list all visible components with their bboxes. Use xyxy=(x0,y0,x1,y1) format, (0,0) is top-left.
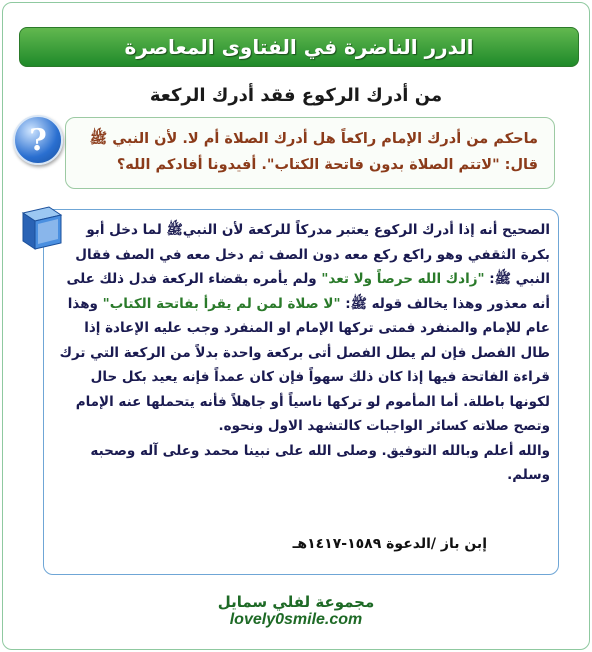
closing-paragraph: والله أعلم وبالله التوفيق. وصلى الله على نبينا محمد وعلى آله وصحبه وسلم. xyxy=(90,442,550,483)
answer-part-1: الصحيح أنه إذا أدرك الركوع يعتبر مدركاً للركعة لأن النبيﷺ لما دخل أبو بكرة الثقفي وهو راكع ركع معه دون الصف ثم دخل معه في الصف فقال النبي ﷺ: xyxy=(75,222,550,287)
footer-arabic: مجموعة لفلي سمايل xyxy=(217,593,375,611)
fatwa-reference: إبن باز /الدعوة ١٥٨٩-١٤١٧هـ xyxy=(292,536,487,552)
header-banner xyxy=(19,27,579,67)
answer-part-2: ولم يأمره بقضاء الركعة فدل ذلك على أنه معذور وهذا يخالف قوله ﷺ: xyxy=(66,271,550,312)
fatwa-card xyxy=(2,2,590,650)
answer-box xyxy=(43,209,559,575)
answer-text xyxy=(54,218,550,488)
footer xyxy=(3,593,589,629)
hadith-quote-2: "لا صلاة لمن لم يقرأ بفاتحة الكتاب" xyxy=(102,295,341,312)
question-text: ماحكم من أدرك الإمام راكعاً هل أدرك الصلاة أم لا. لأن النبي ﷺ قال: "لاتتم الصلاة بدون فاتحة الكتاب". أفيدونا أفادكم الله؟ xyxy=(89,131,538,173)
hadith-quote-1: "زادك الله حرصاً ولا تعد" xyxy=(321,271,485,287)
answer-paragraph xyxy=(54,218,550,439)
answer-part-3: وهذا عام للإمام والمنفرد فمتى تركها الإمام او المنفرد وجب عليه الإعادة إذا طال الفصل فإن لم يطل الفصل أتى بركعة واحدة بدلاً من الركعة التي ترك قراءة الفاتحة فيها إذا كان ذلك سهواً فإن كان عمداً فإنه يعيد بكل حال لكونها باطلة. أما المأموم لو تركها ناسياً أو جاهلاً فأنه يتحملها عنه الإمام وتصح صلاته كسائر الواجبات كالتشهد الاول ونحوه. xyxy=(59,295,550,434)
question-mark-icon: ? xyxy=(13,115,63,165)
question-box xyxy=(65,117,555,189)
fatwa-title: من أدرك الركوع فقد أدرك الركعة xyxy=(149,85,443,106)
header-title: الدرر الناضرة في الفتاوى المعاصرة xyxy=(124,35,474,59)
footer-site-link[interactable]: lovely0smile.com xyxy=(229,611,363,628)
book-icon xyxy=(19,203,65,251)
